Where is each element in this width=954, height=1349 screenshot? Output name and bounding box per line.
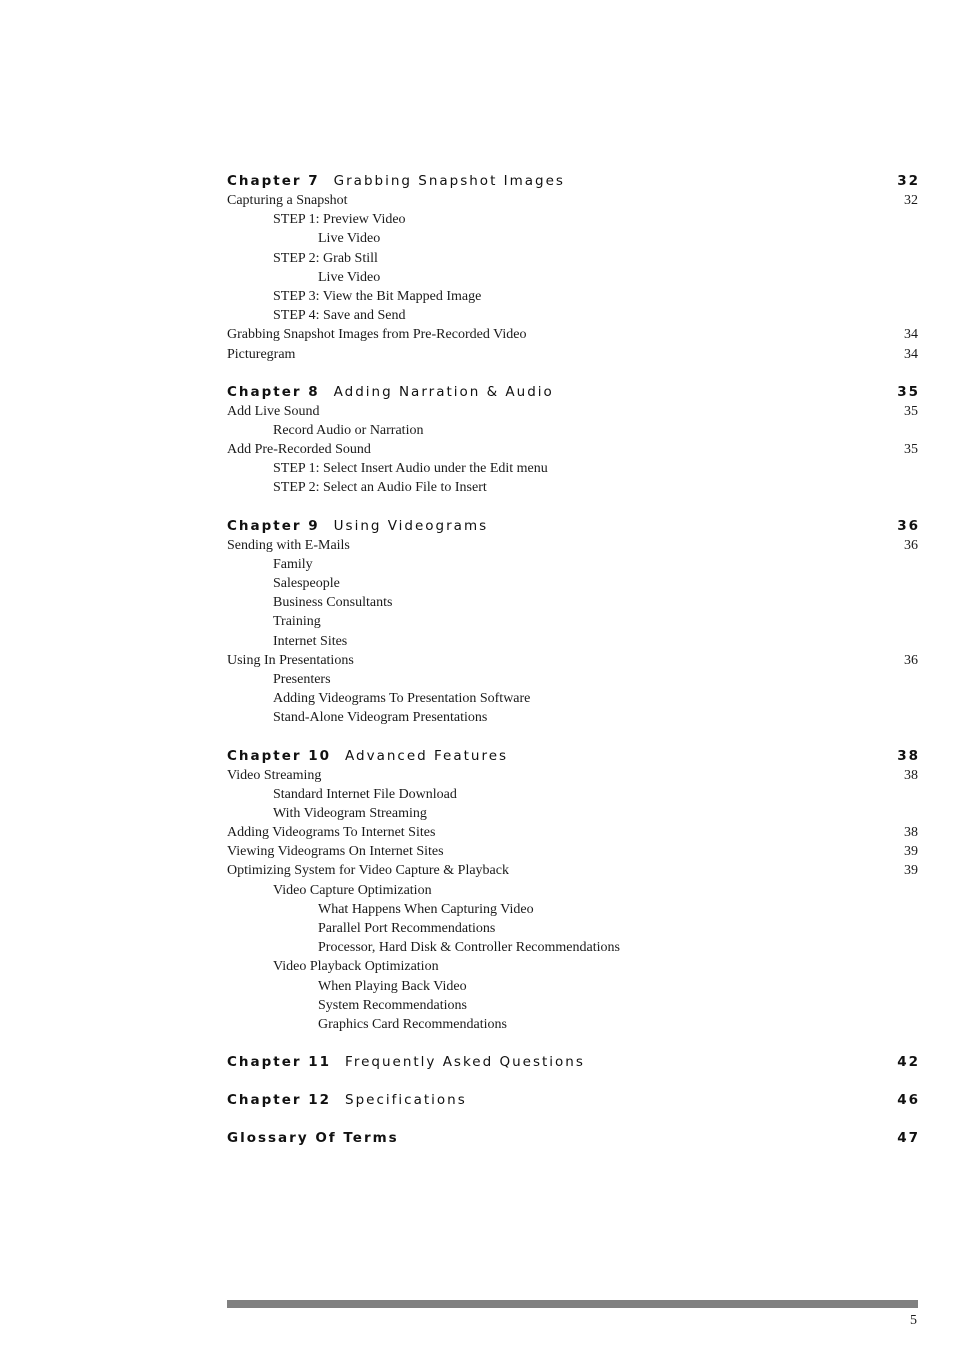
toc-entry-text: STEP 3: View the Bit Mapped Image bbox=[273, 288, 482, 304]
toc-entry-text: Add Pre-Recorded Sound bbox=[227, 442, 371, 458]
chapter-page: 42 bbox=[897, 1054, 920, 1071]
toc-entry-text: STEP 2: Grab Still bbox=[273, 250, 378, 266]
toc-entry bbox=[227, 804, 918, 823]
toc-entry bbox=[227, 459, 918, 478]
chapter-number: Chapter 11 bbox=[227, 1054, 332, 1071]
chapter-number: Chapter 12 bbox=[227, 1092, 332, 1109]
chapter-label bbox=[227, 1128, 399, 1148]
toc-entry bbox=[227, 268, 918, 287]
toc-entry-text: STEP 1: Preview Video bbox=[273, 212, 406, 228]
toc-entry-text: Video Capture Optimization bbox=[273, 882, 432, 898]
toc-entry-text: Picturegram bbox=[227, 346, 296, 362]
toc-entry-text: Stand-Alone Videogram Presentations bbox=[273, 710, 488, 726]
toc-entry bbox=[227, 402, 918, 421]
toc-entry-text: Video Playback Optimization bbox=[273, 959, 439, 975]
chapter-label bbox=[227, 1090, 467, 1110]
toc-entry-page: 34 bbox=[904, 346, 918, 362]
chapter-label bbox=[227, 1052, 585, 1072]
toc-entry bbox=[227, 823, 918, 842]
toc-entry-text: What Happens When Capturing Video bbox=[318, 901, 534, 917]
chapter-page: 46 bbox=[897, 1092, 920, 1109]
toc-entry-page: 39 bbox=[904, 863, 918, 879]
toc-entry-text: Viewing Videograms On Internet Sites bbox=[227, 844, 444, 860]
toc-entry bbox=[227, 249, 918, 268]
toc-entry bbox=[227, 651, 918, 670]
chapter-title: Specifications bbox=[345, 1092, 467, 1109]
toc-entry bbox=[227, 421, 918, 440]
toc-entry bbox=[227, 785, 918, 804]
toc-entry-page: 36 bbox=[904, 652, 918, 668]
toc-entry bbox=[227, 440, 918, 459]
toc-entry-page: 38 bbox=[904, 825, 918, 841]
toc-entry-page: 32 bbox=[904, 193, 918, 208]
toc-entry bbox=[227, 306, 918, 325]
toc-entry bbox=[227, 900, 918, 919]
toc-entry-text: Using In Presentations bbox=[227, 652, 354, 668]
toc-entry bbox=[227, 842, 918, 861]
chapter-title: Grabbing Snapshot Images bbox=[333, 173, 565, 189]
toc-entry bbox=[227, 210, 918, 229]
toc-entry-text: Salespeople bbox=[273, 576, 340, 591]
toc-entry bbox=[227, 977, 918, 996]
toc-entry-text: Parallel Port Recommendations bbox=[318, 921, 496, 936]
chapter-heading bbox=[227, 1090, 918, 1110]
chapter-page: 38 bbox=[897, 747, 920, 764]
chapter-title: Frequently Asked Questions bbox=[345, 1054, 585, 1071]
toc-entry bbox=[227, 861, 918, 880]
chapter-number: Glossary Of Terms bbox=[227, 1130, 399, 1147]
toc-entry-page: 38 bbox=[904, 767, 918, 783]
chapter-heading bbox=[227, 516, 918, 536]
toc-entry bbox=[227, 996, 918, 1015]
toc-entry bbox=[227, 881, 918, 900]
chapter-label bbox=[227, 171, 565, 191]
chapter-title: Adding Narration & Audio bbox=[333, 383, 554, 400]
toc-entry-page: 35 bbox=[904, 442, 918, 458]
toc-entry-text: Add Live Sound bbox=[227, 403, 320, 419]
toc-entry bbox=[227, 957, 918, 976]
toc-entry bbox=[227, 689, 918, 708]
table-of-contents bbox=[227, 171, 918, 1148]
chapter-page: 36 bbox=[897, 517, 920, 534]
chapter-number: Chapter 7 bbox=[227, 173, 320, 189]
toc-entry-text: Capturing a Snapshot bbox=[227, 193, 348, 208]
toc-entry-text: Live Video bbox=[318, 231, 381, 247]
chapter-heading bbox=[227, 746, 918, 766]
toc-entry-text: STEP 2: Select an Audio File to Insert bbox=[273, 480, 487, 496]
toc-entry bbox=[227, 593, 918, 612]
toc-entry-text: Graphics Card Recommendations bbox=[318, 1016, 507, 1032]
chapter-heading bbox=[227, 171, 918, 191]
chapter-title: Using Videograms bbox=[333, 517, 489, 534]
toc-entry-page: 34 bbox=[904, 327, 918, 343]
toc-entry-page: 36 bbox=[904, 537, 918, 553]
chapter-label bbox=[227, 746, 508, 766]
toc-entry bbox=[227, 919, 918, 938]
toc-entry-text: With Videogram Streaming bbox=[273, 805, 427, 821]
chapter-heading bbox=[227, 382, 918, 402]
chapter-page: 47 bbox=[897, 1130, 920, 1147]
toc-entry-page: 35 bbox=[904, 403, 918, 419]
toc-entry-text: Video Streaming bbox=[227, 767, 322, 783]
page-number: 5 bbox=[910, 1313, 917, 1328]
toc-entry bbox=[227, 345, 918, 364]
toc-entry-text: STEP 4: Save and Send bbox=[273, 308, 406, 324]
toc-entry-text: Business Consultants bbox=[273, 595, 393, 611]
toc-entry-text: Family bbox=[273, 556, 313, 572]
chapter-page: 32 bbox=[897, 173, 920, 189]
toc-entry-text: Grabbing Snapshot Images from Pre-Recorded Video bbox=[227, 327, 527, 343]
chapter-label bbox=[227, 382, 554, 402]
toc-entry bbox=[227, 536, 918, 555]
toc-entry-text: Adding Videograms To Internet Sites bbox=[227, 825, 436, 841]
toc-entry bbox=[227, 612, 918, 631]
chapter-number: Chapter 10 bbox=[227, 747, 332, 764]
toc-entry bbox=[227, 478, 918, 497]
toc-entry-text: System Recommendations bbox=[318, 997, 467, 1013]
toc-entry bbox=[227, 574, 918, 593]
toc-entry-text: Internet Sites bbox=[273, 633, 348, 649]
toc-entry-text: Live Video bbox=[318, 269, 381, 285]
chapter-heading bbox=[227, 1128, 918, 1148]
toc-entry-text: Standard Internet File Download bbox=[273, 786, 457, 802]
chapter-heading bbox=[227, 1052, 918, 1072]
toc-entry bbox=[227, 191, 918, 210]
toc-entry bbox=[227, 229, 918, 248]
footer-rule bbox=[227, 1300, 918, 1308]
toc-entry bbox=[227, 766, 918, 785]
toc-entry-text: Training bbox=[273, 614, 321, 630]
toc-entry-text: STEP 1: Select Insert Audio under the Edit menu bbox=[273, 461, 548, 477]
chapter-number: Chapter 9 bbox=[227, 517, 320, 534]
toc-entry-page: 39 bbox=[904, 844, 918, 860]
toc-entry bbox=[227, 632, 918, 651]
chapter-number: Chapter 8 bbox=[227, 383, 320, 400]
toc-entry bbox=[227, 1015, 918, 1034]
toc-entry bbox=[227, 670, 918, 689]
toc-entry bbox=[227, 708, 918, 727]
toc-entry bbox=[227, 287, 918, 306]
toc-entry bbox=[227, 325, 918, 344]
toc-entry-text: Processor, Hard Disk & Controller Recommendations bbox=[318, 940, 620, 956]
toc-entry-text: Record Audio or Narration bbox=[273, 422, 424, 438]
toc-entry-text: Presenters bbox=[273, 671, 331, 687]
toc-entry-text: Optimizing System for Video Capture & Playback bbox=[227, 863, 509, 879]
toc-entry-text: Sending with E-Mails bbox=[227, 537, 350, 553]
chapter-title: Advanced Features bbox=[345, 747, 509, 764]
chapter-page: 35 bbox=[897, 383, 920, 400]
toc-entry-text: When Playing Back Video bbox=[318, 978, 467, 994]
toc-entry-text: Adding Videograms To Presentation Software bbox=[273, 691, 531, 707]
chapter-label bbox=[227, 516, 488, 536]
toc-entry bbox=[227, 938, 918, 957]
toc-entry bbox=[227, 555, 918, 574]
